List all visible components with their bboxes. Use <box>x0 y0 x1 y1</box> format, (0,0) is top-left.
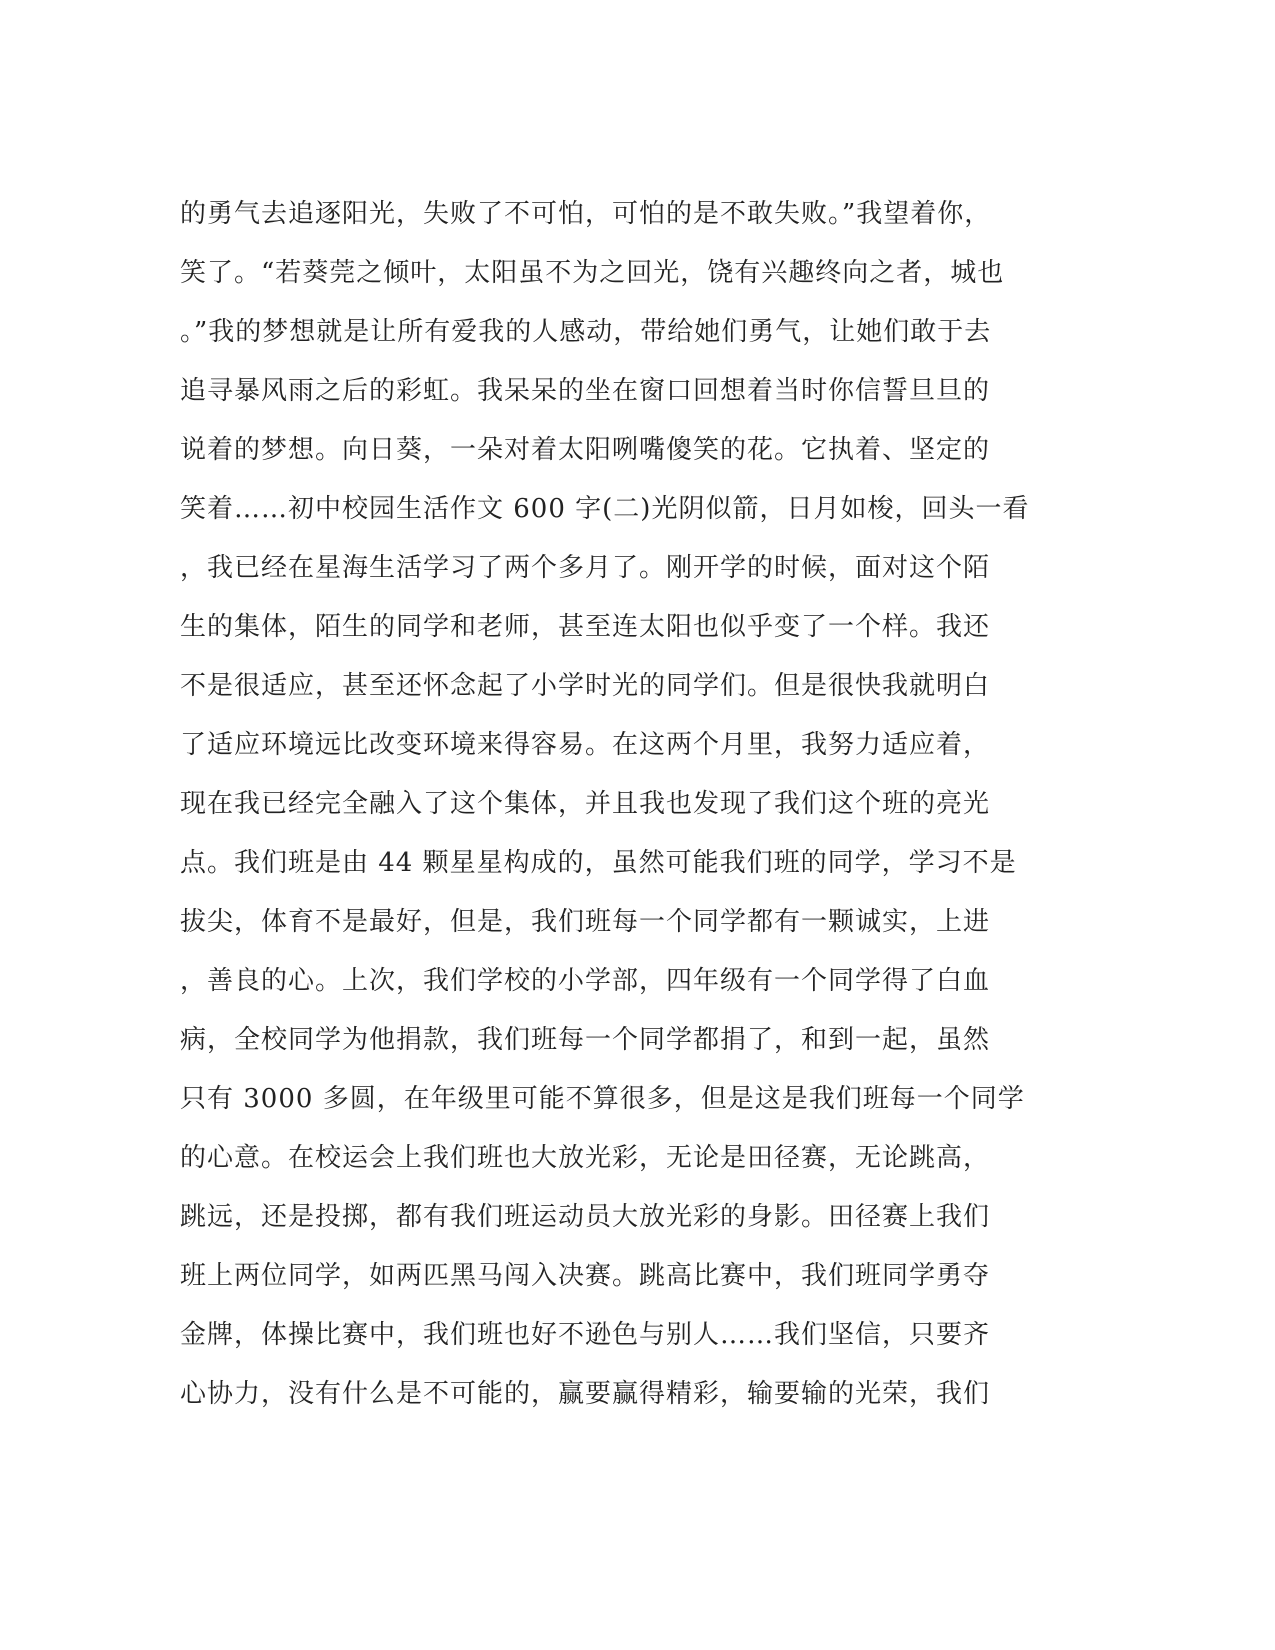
text-line: 班上两位同学，如两匹黑马闯入决赛。跳高比赛中，我们班同学勇夺 <box>180 1261 991 1291</box>
text-line: 追寻暴风雨之后的彩虹。我呆呆的坐在窗口回想着当时你信誓旦旦的 <box>180 376 991 406</box>
text-line: 笑着……初中校园生活作文 600 字(二)光阴似箭，日月如梭，回头一看 <box>180 494 1030 524</box>
text-line: 只有 3000 多圆，在年级里可能不算很多，但是这是我们班每一个同学 <box>180 1084 1025 1114</box>
text-line: 现在我已经完全融入了这个集体，并且我也发现了我们这个班的亮光 <box>180 789 991 819</box>
text-line: 心协力，没有什么是不可能的，赢要赢得精彩，输要输的光荣，我们 <box>180 1379 991 1409</box>
text-line: 金牌，体操比赛中，我们班也好不逊色与别人……我们坚信，只要齐 <box>180 1320 991 1350</box>
text-line: 生的集体，陌生的同学和老师，甚至连太阳也似乎变了一个样。我还 <box>180 612 991 642</box>
text-line: 。”我的梦想就是让所有爱我的人感动，带给她们勇气，让她们敢于去 <box>180 317 992 347</box>
body-text <box>180 185 1040 1424</box>
text-line: ，我已经在星海生活学习了两个多月了。刚开学的时候，面对这个陌 <box>180 553 991 583</box>
text-line: 说着的梦想。向日葵，一朵对着太阳咧嘴傻笑的花。它执着、坚定的 <box>180 435 991 465</box>
text-line: 的心意。在校运会上我们班也大放光彩，无论是田径赛，无论跳高， <box>180 1143 991 1173</box>
text-line: 不是很适应，甚至还怀念起了小学时光的同学们。但是很快我就明白 <box>180 671 991 701</box>
text-line: ，善良的心。上次，我们学校的小学部，四年级有一个同学得了白血 <box>180 966 991 996</box>
text-line: 跳远，还是投掷，都有我们班运动员大放光彩的身影。田径赛上我们 <box>180 1202 991 1232</box>
text-line: 的勇气去追逐阳光，失败了不可怕，可怕的是不敢失败。”我望着你， <box>180 199 992 229</box>
text-line: 病，全校同学为他捐款，我们班每一个同学都捐了，和到一起，虽然 <box>180 1025 991 1055</box>
text-line: 拔尖，体育不是最好，但是，我们班每一个同学都有一颗诚实，上进 <box>180 907 991 937</box>
text-line: 笑了。“若葵莞之倾叶，太阳虽不为之回光，饶有兴趣终向之者，城也 <box>180 258 1005 288</box>
text-line: 了适应环境远比改变环境来得容易。在这两个月里，我努力适应着， <box>180 730 991 760</box>
text-line: 点。我们班是由 44 颗星星构成的，虽然可能我们班的同学，学习不是 <box>180 848 1017 878</box>
